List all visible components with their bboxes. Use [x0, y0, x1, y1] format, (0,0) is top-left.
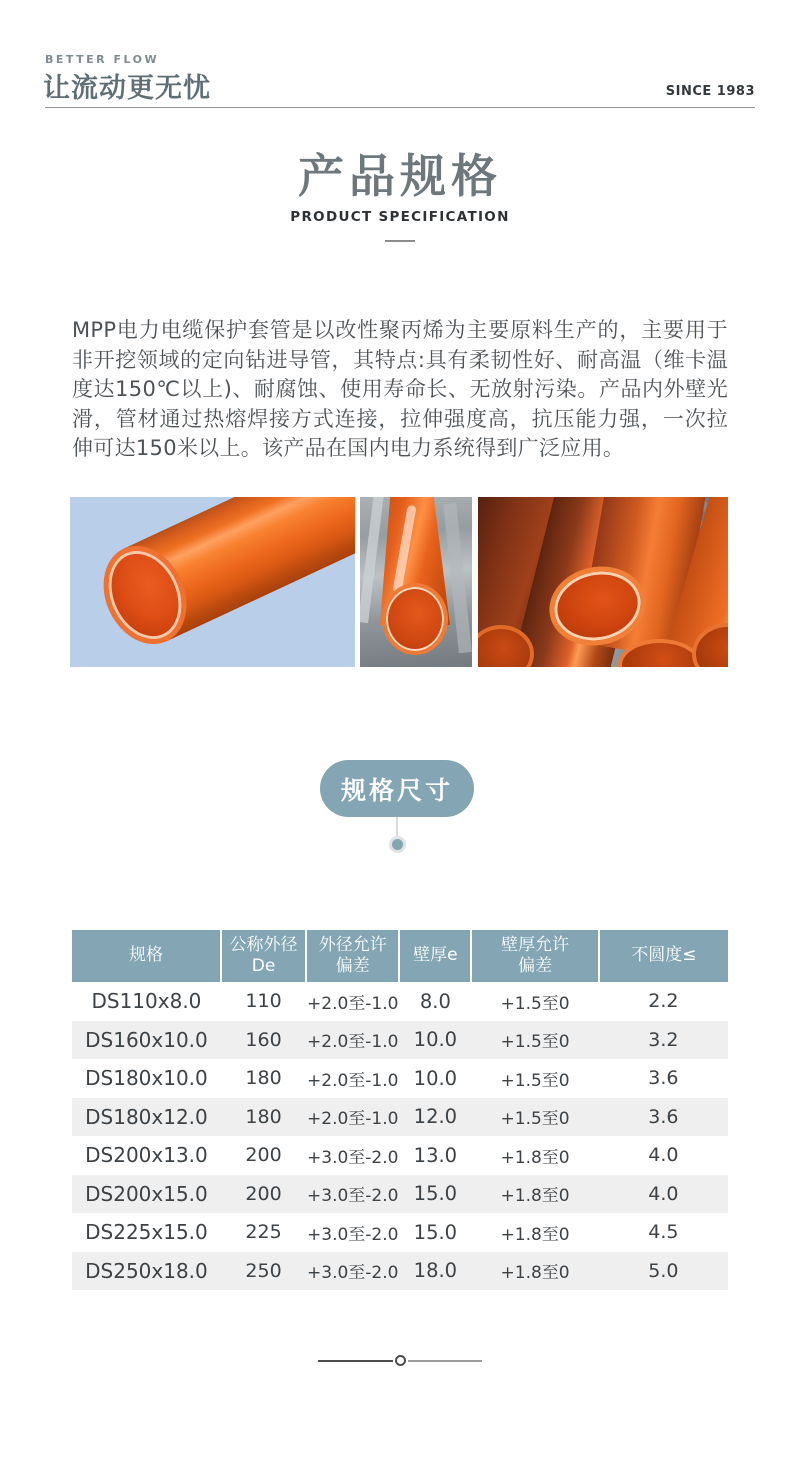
table-cell: +1.8至0 [500, 1147, 570, 1168]
table-cell: DS225x15.0 [85, 1220, 208, 1245]
brand-tagline: BETTER FLOW [45, 53, 160, 66]
table-cell: 3.6 [648, 1067, 679, 1090]
subtitle-rule [385, 240, 415, 242]
table-cell: 160 [221, 1021, 306, 1060]
intro-paragraph: MPP电力电缆保护套管是以改性聚丙烯为主要原料生产的，主要用于非开挖领域的定向钻进导管，其特点:具有柔韧性好、耐高温（维卡温度达150℃以上)、耐腐蚀、使用寿命长、无放射污染。产品内外壁光滑，管材通过热熔焊接方式连接，拉伸强度高，抗压能力强，一次拉伸可达150米以上。该产品在国内电力系统得到广泛应用。 [72, 318, 728, 460]
factory-beam [443, 503, 472, 654]
section-badge-label: 规格尺寸 [340, 775, 453, 805]
spec-table [72, 930, 728, 1290]
table-cell: DS200x15.0 [72, 1175, 221, 1214]
table-cell: 10.0 [413, 1066, 458, 1090]
table-cell: +1.8至0 [471, 1175, 598, 1214]
table-cell: 180 [221, 1098, 306, 1137]
table-cell: 250 [221, 1252, 306, 1291]
table-row [72, 1098, 728, 1137]
table-cell: 4.5 [648, 1221, 679, 1244]
product-photo-factory-pipe [360, 497, 472, 667]
badge-stem [396, 817, 398, 837]
table-cell: 180 [245, 1067, 282, 1090]
table-cell: +2.0至-1.0 [307, 993, 399, 1014]
column-header: 规格 [72, 930, 221, 982]
section-badge [320, 760, 474, 817]
table-cell: 15.0 [399, 1175, 471, 1214]
column-header: 不圆度≤ [599, 930, 728, 982]
column-header: 壁厚e [399, 930, 471, 982]
table-cell: 2.2 [648, 990, 679, 1013]
table-cell: +2.0至-1.0 [306, 1098, 399, 1137]
table-cell: +1.8至0 [471, 1252, 598, 1291]
table-cell: +1.5至0 [471, 1098, 598, 1137]
pipe-opening [382, 583, 448, 655]
table-row [72, 1175, 728, 1214]
table-cell: 4.0 [648, 1144, 679, 1167]
table-cell: DS110x8.0 [91, 989, 202, 1014]
column-header: 壁厚允许 偏差 [471, 930, 598, 982]
table-cell: DS200x13.0 [85, 1143, 208, 1168]
spec-table-body [72, 982, 728, 1290]
table-cell: 18.0 [399, 1252, 471, 1291]
table-cell: 15.0 [413, 1220, 458, 1244]
brand-since: SINCE 1983 [665, 84, 755, 99]
column-header: 公称外径 De [221, 930, 306, 982]
table-row [72, 1021, 728, 1060]
table-cell: +3.0至-2.0 [307, 1147, 399, 1168]
table-cell: +3.0至-2.0 [306, 1175, 399, 1214]
table-cell: DS250x18.0 [72, 1252, 221, 1291]
table-cell: +3.0至-2.0 [306, 1252, 399, 1291]
spec-table-head [72, 930, 728, 982]
page-title: 产品规格 [298, 149, 502, 203]
table-cell: DS180x12.0 [72, 1098, 221, 1137]
footer-line-right [408, 1360, 483, 1362]
table-cell: 200 [245, 1144, 282, 1167]
table-cell: +2.0至-1.0 [306, 1021, 399, 1060]
table-cell: 110 [245, 990, 282, 1013]
table-cell: 3.6 [599, 1098, 728, 1137]
table-row [72, 1213, 728, 1252]
table-cell: 225 [245, 1221, 282, 1244]
table-cell: +3.0至-2.0 [307, 1224, 399, 1245]
table-cell: +1.5至0 [471, 1021, 598, 1060]
table-cell: 10.0 [399, 1021, 471, 1060]
table-row [72, 1252, 728, 1291]
table-cell: 3.2 [599, 1021, 728, 1060]
table-row [72, 982, 728, 1021]
table-header-row [72, 930, 728, 982]
table-cell: +1.8至0 [500, 1224, 570, 1245]
table-cell: DS180x10.0 [85, 1066, 208, 1091]
table-cell: 12.0 [399, 1098, 471, 1137]
table-row [72, 1136, 728, 1175]
table-cell: 8.0 [419, 989, 451, 1013]
table-cell: +1.5至0 [500, 1070, 570, 1091]
table-cell: 5.0 [599, 1252, 728, 1291]
product-photo-stacked-pipes [478, 497, 728, 667]
footer-decoration [318, 1354, 482, 1367]
column-header: 外径允许 偏差 [306, 930, 399, 982]
table-cell: +1.5至0 [500, 993, 570, 1014]
table-cell: 4.0 [599, 1175, 728, 1214]
table-cell: DS160x10.0 [72, 1021, 221, 1060]
footer-line-left [318, 1360, 393, 1362]
brand-logo: 让流动更无忧 [43, 73, 211, 104]
table-cell: 13.0 [413, 1143, 458, 1167]
table-cell: 200 [221, 1175, 306, 1214]
header-divider [45, 107, 755, 108]
table-row [72, 1059, 728, 1098]
footer-circle [395, 1355, 406, 1366]
product-photo-pipe-closeup [70, 497, 355, 667]
factory-beam [360, 497, 384, 623]
page-subtitle: PRODUCT SPECIFICATION [290, 209, 510, 225]
table-cell: +2.0至-1.0 [307, 1070, 399, 1091]
badge-dot [389, 836, 406, 853]
